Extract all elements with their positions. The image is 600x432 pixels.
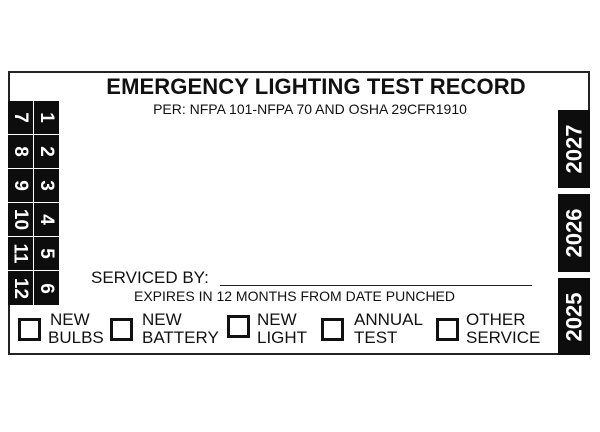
year-punch-2026[interactable]: 2026 xyxy=(558,194,590,272)
month-punch-5[interactable]: 5 xyxy=(34,237,59,271)
checkbox-label: NEW BATTERY xyxy=(142,310,219,347)
year-column xyxy=(558,110,590,355)
month-punch-7[interactable]: 7 xyxy=(8,101,33,135)
month-punch-6[interactable]: 6 xyxy=(35,282,57,294)
month-punch-11[interactable]: 11 xyxy=(8,237,33,271)
record-title: EMERGENCY LIGHTING TEST RECORD xyxy=(106,74,526,99)
checkbox-box[interactable] xyxy=(321,318,344,341)
expiration-note: EXPIRES IN 12 MONTHS FROM DATE PUNCHED xyxy=(134,288,456,304)
checkbox-label: NEW BULBS xyxy=(48,310,104,347)
checkbox-box[interactable] xyxy=(227,315,250,338)
month-punch-3[interactable]: 3 xyxy=(34,169,59,203)
month-column-right xyxy=(34,101,59,305)
month-punch-12[interactable]: 12 xyxy=(9,277,31,299)
year-punch-2027[interactable]: 2027 xyxy=(558,110,590,188)
serviced-by-signature-line[interactable] xyxy=(220,285,532,286)
checkbox-box[interactable] xyxy=(18,318,41,341)
checkbox-box[interactable] xyxy=(436,318,459,341)
month-punch-2[interactable]: 2 xyxy=(34,135,59,169)
month-column-left xyxy=(8,101,33,305)
month-punch-4[interactable]: 4 xyxy=(34,203,59,237)
checkbox-label: NEW LIGHT xyxy=(257,310,308,347)
checkbox-box[interactable] xyxy=(110,318,133,341)
month-punch-8[interactable]: 8 xyxy=(8,135,33,169)
month-punch-1[interactable]: 1 xyxy=(34,101,59,135)
serviced-by-label: SERVICED BY: xyxy=(91,268,209,287)
month-punch-9[interactable]: 9 xyxy=(8,169,33,203)
year-punch-2025[interactable]: 2025 xyxy=(558,278,590,355)
record-subtitle: PER: NFPA 101-NFPA 70 AND OSHA 29CFR1910 xyxy=(153,101,467,117)
month-punch-10[interactable]: 10 xyxy=(8,203,33,237)
checkbox-label: OTHER SERVICE xyxy=(466,310,541,347)
checkbox-label: ANNUAL TEST xyxy=(354,310,423,347)
